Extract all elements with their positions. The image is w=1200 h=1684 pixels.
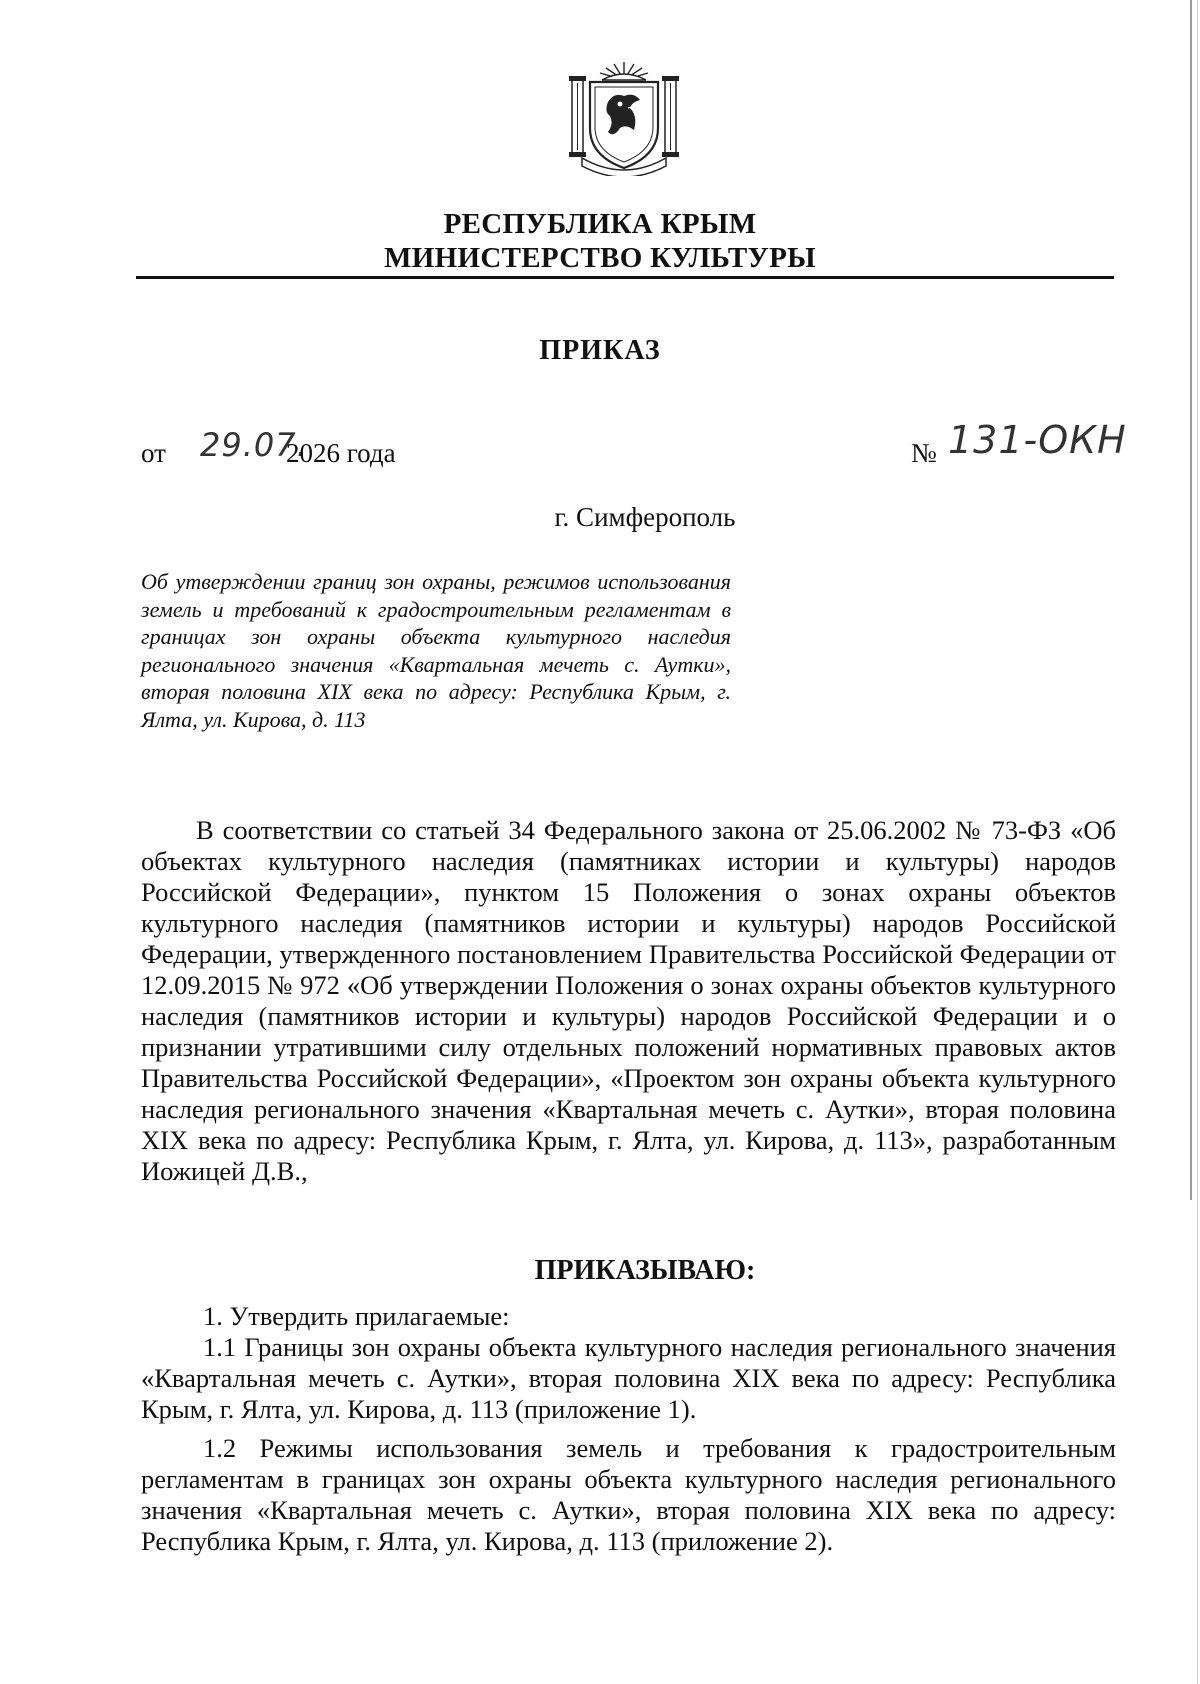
- ministry-name: МИНИСТЕРСТВО КУЛЬТУРЫ: [384, 242, 816, 274]
- scan-edge-line: [1190, 0, 1192, 1200]
- date-prefix: от: [141, 438, 166, 468]
- number-prefix: №: [911, 438, 937, 468]
- order-heading: ПРИКАЗЫВАЮ:: [534, 1255, 756, 1286]
- preamble-paragraph: В соответствии со статьей 34 Федерального закона от 25.06.2002 № 73-ФЗ «Об объектах культурного наследия (памятниках истории и культуры) народов Российской Федерации», пунктом 15 Положения о зонах охраны объектов культурного наследия (памятников истории и культуры) народов Российской Федерации, утвержденного постановлением Правительства Российской Федерации от 12.09.2015 № 972 «Об утверждении Положения о зонах охраны объектов культурного наследия (памятников истории и культуры) народов Российской Федерации и о признании утратившими силу отдельных положений нормативных правовых актов Правительства Российской Федерации», «Проектом зон охраны объекта культурного наследия регионального значения «Квартальная мечеть с. Аутки», вторая половина XIX века по адресу: Республика Крым, г. Ялта, ул. Кирова, д. 113», разработанным Иожицей Д.В.,: [141, 815, 1116, 1186]
- document-subject: Об утверждении границ зон охраны, режимов использования земель и требований к градостроительным регламентам в границах зон охраны объекта культурного наследия регионального значения «Квартальная мечеть с. Аутки», вторая половина XIX века по адресу: Республика Крым, г. Ялта, ул. Кирова, д. 113: [141, 569, 731, 732]
- order-item-1: 1. Утвердить прилагаемые:: [203, 1301, 510, 1331]
- order-item-1-2: 1.2 Режимы использования земель и требования к градостроительным регламентам в границах зон охраны объекта культурного наследия регионального значения «Квартальная мечеть с. Аутки», вторая половина XIX века по адресу: Республика Крым, г. Ялта, ул. Кирова, д. 113 (приложение 2).: [141, 1433, 1116, 1556]
- date-year: 2026 года: [286, 438, 396, 468]
- crimea-coat-of-arms-icon: [568, 58, 680, 176]
- number-handwritten: 131-ОКН: [948, 418, 1127, 462]
- document-type: ПРИКАЗ: [539, 335, 661, 366]
- republic-name: РЕСПУБЛИКА КРЫМ: [443, 208, 757, 240]
- header-divider: [136, 276, 1114, 279]
- order-item-1-1: 1.1 Границы зон охраны объекта культурного наследия регионального значения «Квартальная мечеть с. Аутки», вторая половина XIX века по адресу: Республика Крым, г. Ялта, ул. Кирова, д. 113 (приложение 1).: [141, 1332, 1116, 1424]
- date-handwritten: 29.07.: [200, 426, 308, 464]
- document-city: г. Симферополь: [554, 502, 736, 532]
